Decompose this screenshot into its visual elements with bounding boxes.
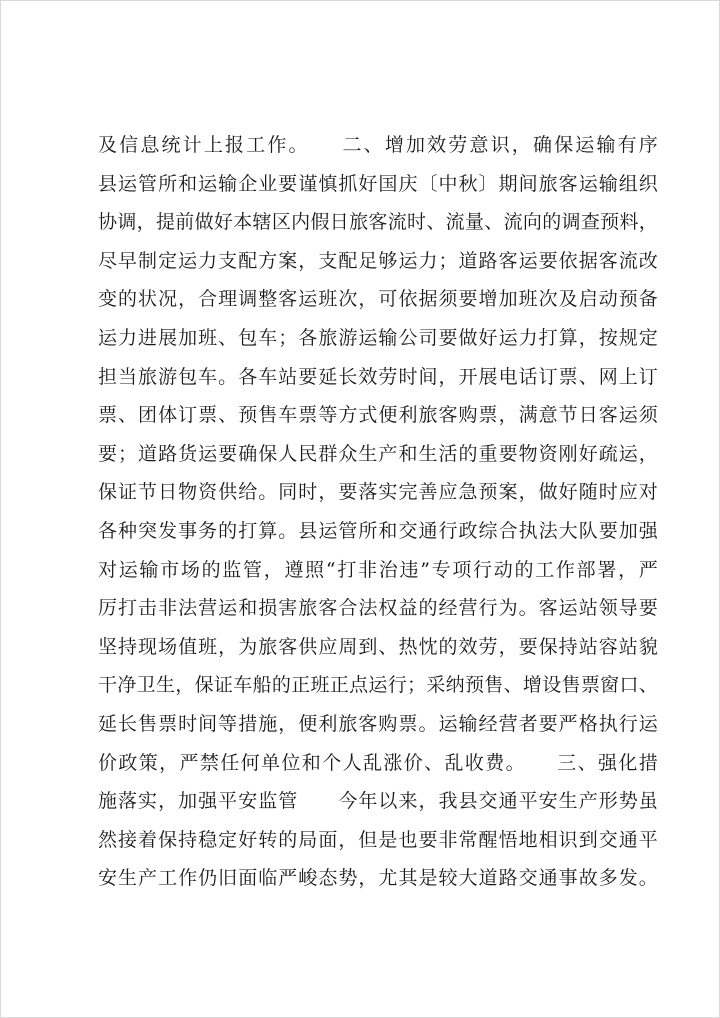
- text-line: 协调，提前做好本辖区内假日旅客流时、流量、流向的调查预料，: [98, 211, 658, 234]
- text-line: 运力进展加班、包车；各旅游运输公司要做好运力打算，按规定: [98, 326, 658, 349]
- text-line: 变的状况，合理调整客运班次，可依据须要增加班次及启动预备: [98, 288, 658, 311]
- text-line: 安生产工作仍旧面临严峻态势，尤其是较大道路交通事故多发。: [98, 867, 658, 890]
- text-line: 价政策，严禁任何单位和个人乱涨价、乱收费。 三、强化措: [98, 751, 658, 774]
- text-line: 县运管所和运输企业要谨慎抓好国庆〔中秋〕期间旅客运输组织: [98, 172, 658, 195]
- text-line: 对运输市场的监管，遵照“打非治违”专项行动的工作部署，严: [98, 558, 658, 581]
- text-line: 保证节日物资供给。同时，要落实完善应急预案，做好随时应对: [98, 481, 658, 504]
- text-line: 干净卫生，保证车船的正班正点运行；采纳预售、增设售票窗口、: [98, 674, 658, 697]
- text-line: 担当旅游包车。各车站要延长效劳时间，开展电话订票、网上订: [98, 365, 658, 388]
- text-line: 尽早制定运力支配方案，支配足够运力；道路客运要依据客流改: [98, 249, 658, 272]
- text-line: 施落实，加强平安监管 今年以来，我县交通平安生产形势虽: [98, 790, 658, 813]
- text-line: 坚持现场值班，为旅客供应周到、热忱的效劳，要保持站容站貌: [98, 635, 658, 658]
- text-line: 要；道路货运要确保人民群众生产和生活的重要物资刚好疏运，: [98, 442, 658, 465]
- text-line: 厉打击非法营运和损害旅客合法权益的经营行为。客运站领导要: [98, 597, 658, 620]
- text-line: 票、团体订票、预售车票等方式便利旅客购票，满意节日客运须: [98, 404, 658, 427]
- body-text: [98, 126, 658, 898]
- text-line: 然接着保持稳定好转的局面，但是也要非常醒悟地相识到交通平: [98, 828, 658, 851]
- text-line: 及信息统计上报工作。 二、增加效劳意识，确保运输有序: [98, 134, 658, 156]
- text-line: 各种突发事务的打算。县运管所和交通行政综合执法大队要加强: [98, 519, 658, 542]
- text-line: 延长售票时间等措施，便利旅客购票。运输经营者要严格执行运: [98, 712, 658, 735]
